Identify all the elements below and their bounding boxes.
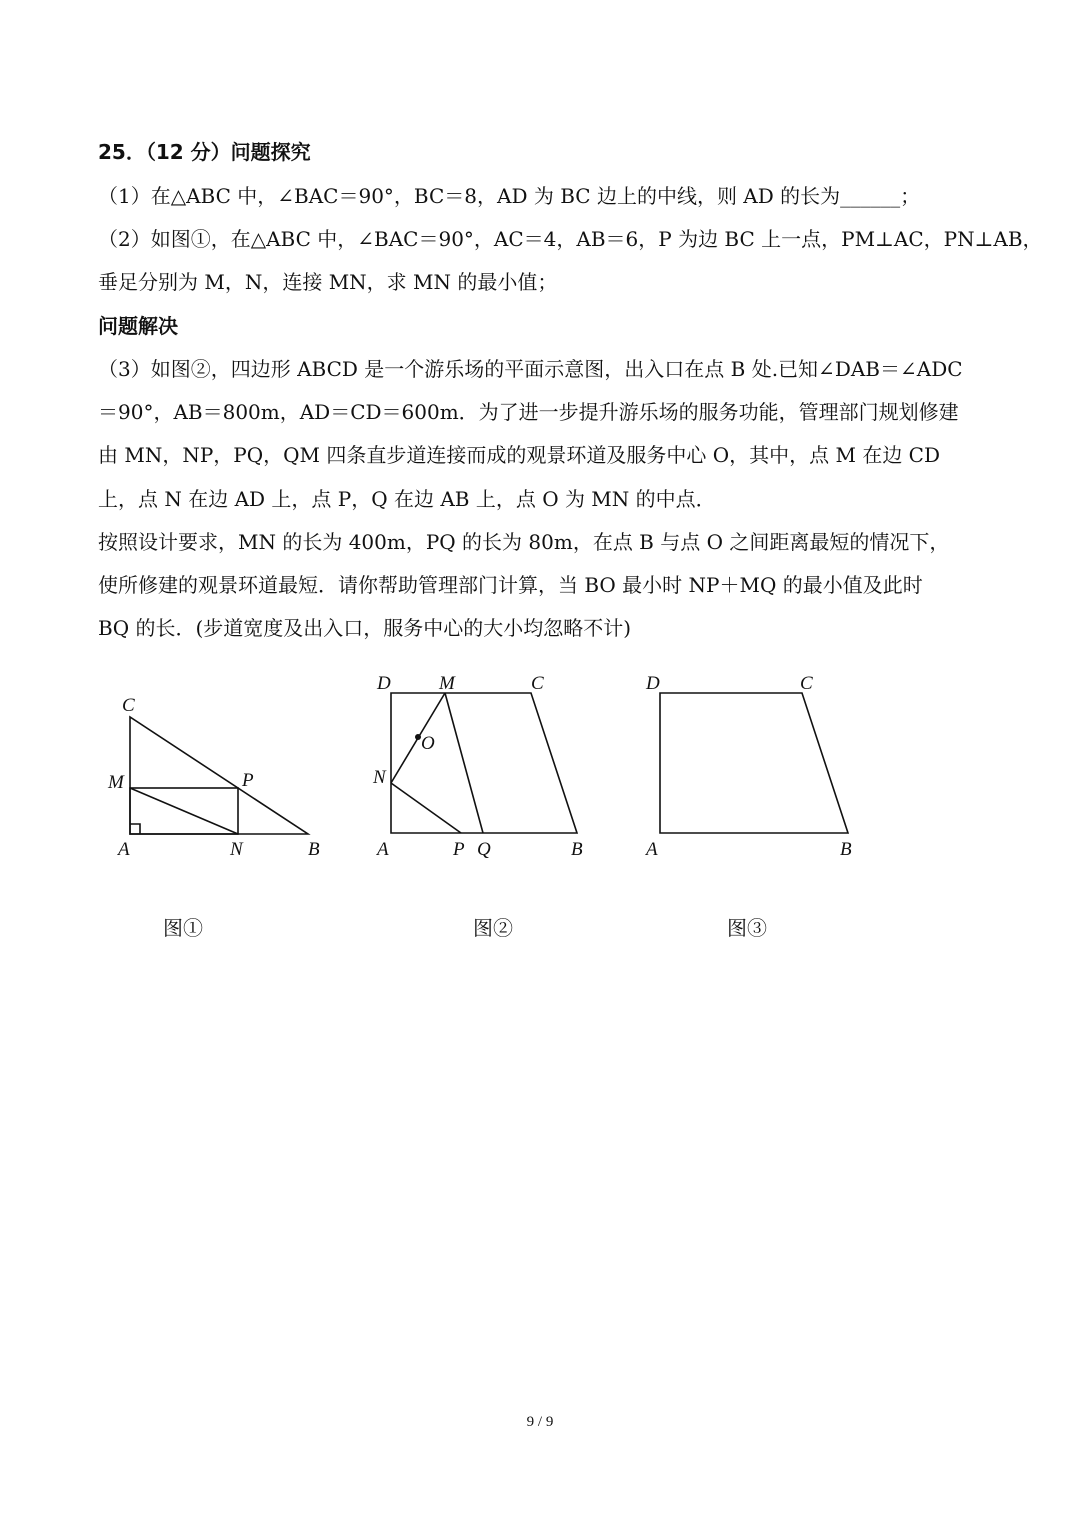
- label-o: O: [421, 733, 435, 754]
- question-part-3-line4: 上，点 N 在边 AD 上，点 P，Q 在边 AB 上，点 O 为 MN 的中点．: [98, 487, 716, 511]
- segment-mq: [445, 693, 483, 833]
- label-p: P: [453, 839, 465, 860]
- question-header: 25．（12 分）问题探究: [98, 140, 311, 164]
- figure-3-caption: 图③: [727, 916, 767, 940]
- figure-2-caption: 图②: [473, 916, 513, 940]
- label-m: M: [439, 673, 455, 694]
- label-q: Q: [477, 839, 491, 860]
- figure-1-caption: 图①: [163, 916, 203, 940]
- label-b: B: [308, 839, 320, 860]
- question-part-3: （3）如图②，四边形 ABCD 是一个游乐场的平面示意图，出入口在点 B 处.已知∠DAB＝∠ADC: [98, 357, 963, 381]
- quadrilateral-abcd: [391, 693, 577, 833]
- figure-3-diagram: [640, 665, 870, 870]
- label-d: D: [646, 673, 660, 694]
- question-requirement: 按照设计要求，MN 的长为 400m，PQ 的长为 80m，在点 B 与点 O 之间距离最短的情况下，: [98, 530, 950, 554]
- label-a: A: [118, 839, 130, 860]
- triangle-abc: [130, 717, 308, 834]
- right-angle-mark: [130, 824, 140, 834]
- label-c: C: [800, 673, 813, 694]
- question-part-2-cont: 垂足分别为 M，N，连接 MN，求 MN 的最小值；: [98, 270, 558, 294]
- section-heading: 问题解决: [98, 314, 178, 338]
- figure-2-diagram: [365, 665, 605, 870]
- question-requirement-3: BQ 的长．(步道宽度及出入口，服务中心的大小均忽略不计): [98, 616, 632, 640]
- page-number: 9 / 9: [526, 1414, 554, 1430]
- label-p: P: [242, 770, 254, 791]
- question-part-2: （2）如图①，在△ABC 中，∠BAC＝90°，AC＝4，AB＝6，P 为边 BC 上一点，PM⊥AC，PN⊥AB，: [98, 227, 1043, 251]
- question-part-3-line2: ＝90°，AB＝800m，AD＝CD＝600m．为了进一步提升游乐场的服务功能，管理部门规划修建: [98, 400, 959, 424]
- segment-np: [391, 783, 461, 833]
- label-d: D: [377, 673, 391, 694]
- label-c: C: [531, 673, 544, 694]
- label-n: N: [373, 767, 386, 788]
- label-b: B: [571, 839, 583, 860]
- figure-1-diagram: [100, 680, 340, 870]
- label-c: C: [122, 695, 135, 716]
- label-m: M: [108, 772, 124, 793]
- quadrilateral-abcd: [660, 693, 848, 833]
- segment-mn: [130, 788, 238, 834]
- question-part-1: （1）在△ABC 中，∠BAC＝90°，BC＝8，AD 为 BC 边上的中线，则 AD 的长为______；: [98, 184, 921, 208]
- label-a: A: [646, 839, 658, 860]
- label-n: N: [230, 839, 243, 860]
- question-requirement-2: 使所修建的观景环道最短．请你帮助管理部门计算，当 BO 最小时 NP＋MQ 的最小值及此时: [98, 573, 923, 597]
- label-b: B: [840, 839, 852, 860]
- question-part-3-line3: 由 MN，NP，PQ，QM 四条直步道连接而成的观景环道及服务中心 O，其中，点 M 在边 CD: [98, 443, 941, 467]
- label-a: A: [377, 839, 389, 860]
